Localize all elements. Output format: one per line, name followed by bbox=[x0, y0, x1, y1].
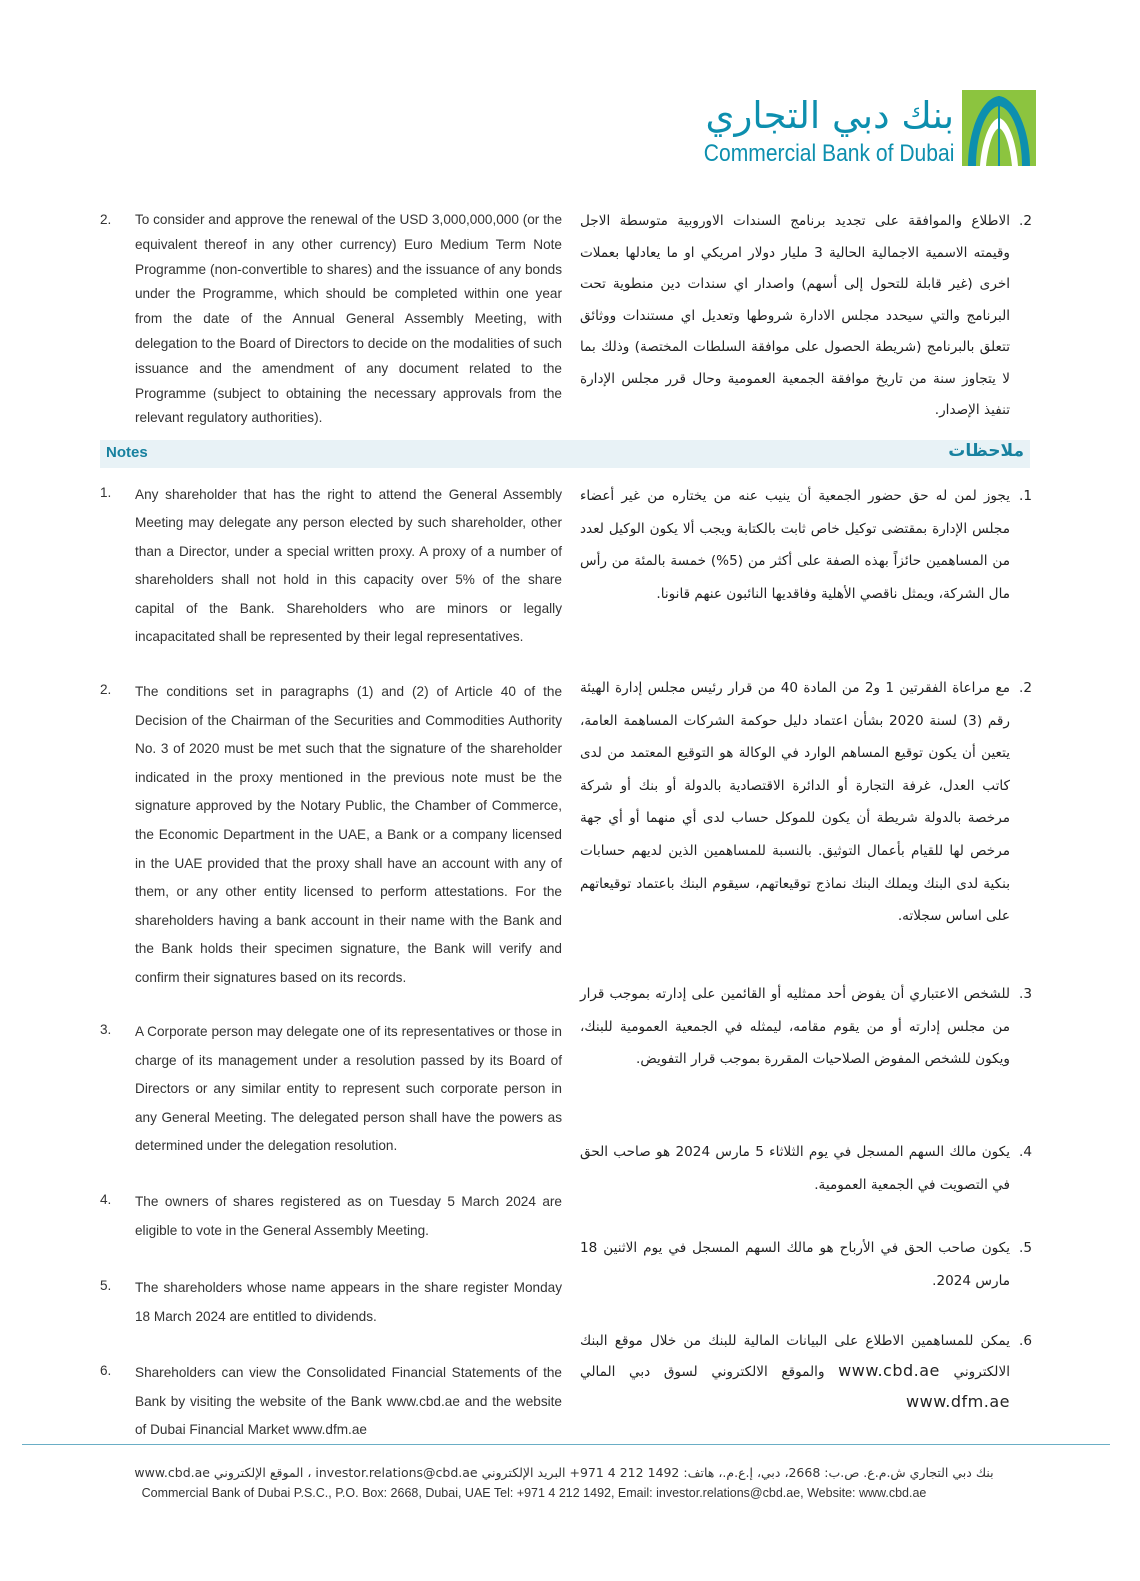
cbd-website-link[interactable]: www.cbd.ae bbox=[838, 1361, 940, 1380]
note-ar-6 bbox=[580, 1326, 1032, 1418]
note-text: The conditions set in paragraphs (1) and (2) of Article 40 of the Decision of the Chairman of the Securities and Commodities Authority No. 3 of 2020 must be met such that the signature of the shareholder indicated in the proxy mentioned in the previous note must be the signature approved by the Notary Public, the Chamber of Commerce, the Economic Department in the UAE, a Bank or a company licensed in the UAE provided that the proxy shall have an account with any of them, or any other entity licensed to perform attestations. For the shareholders having a bank account in their name with the Bank and the Bank holds their specimen signature, the Bank will verify and confirm their signatures based on its records. bbox=[135, 684, 562, 985]
note-text: يكون صاحب الحق في الأرباح هو مالك السهم المسجل في يوم الاثنين 18 مارس 2024. bbox=[580, 1240, 1010, 1289]
note-text: A Corporate person may delegate one of its representatives or those in charge of its management under a resolution passed by its Board of Directors or any similar entity to represent such corporate person in any General Meeting. The delegated person shall have the powers as determined under the delegation resolution. bbox=[135, 1024, 562, 1154]
note-text: يجوز لمن له حق حضور الجمعية أن ينيب عنه من يختاره من غير أعضاء مجلس الإدارة بمقتضى توكيل خاص ثابت بالكتابة ويجب ألا يكون الوكيل لعدد من المساهمين حائزاً بهذه الصفة على أكثر من (5%) خمسة بالمئة من رأس مال الشركة، ويمثل ناقصي الأهلية وفاقديها النائبون عنهم قانونا. bbox=[580, 488, 1010, 602]
note-number: 5. bbox=[100, 1278, 112, 1293]
note-number: .2 bbox=[1019, 680, 1032, 696]
note-number: .6 bbox=[1019, 1333, 1032, 1349]
note-text: Shareholders can view the Consolidated Financial Statements of the Bank by visiting the website of the Bank www.cbd.ae and the website of Dubai Financial Market www.dfm.ae bbox=[135, 1365, 562, 1438]
bank-emblem-icon bbox=[962, 90, 1036, 166]
note-number: 6. bbox=[100, 1363, 112, 1378]
notes-header-bar bbox=[100, 440, 1030, 468]
note-number: 4. bbox=[100, 1192, 112, 1207]
logo-arabic-text: بنك دبي التجاري bbox=[705, 94, 954, 137]
notes-title-en: Notes bbox=[106, 444, 148, 461]
note-text-part-1: يمكن للمساهمين الاطلاع على البيانات المالية للبنك من خلال موقع البنك الالكتروني bbox=[580, 1333, 1010, 1380]
note-number: .3 bbox=[1019, 986, 1032, 1002]
footer-divider bbox=[22, 1444, 1110, 1445]
note-ar-5 bbox=[580, 1232, 1032, 1297]
note-number: 3. bbox=[100, 1022, 112, 1037]
note-ar-3 bbox=[580, 978, 1032, 1076]
item-text: To consider and approve the renewal of the USD 3,000,000,000 (or the equivalent thereof in any other currency) Euro Medium Term Note Programme (non-convertible to shares) and the issuance of any bonds under the Programme, which should be completed within one year from the date of the Annual General Assembly Meeting, with delegation to the Board of Directors to decide on the modalities of such issuance and the amendment of any document related to the Programme (subject to obtaining the necessary approvals from the relevant regulatory authorities). bbox=[135, 212, 562, 426]
bank-logo bbox=[684, 88, 1036, 170]
note-en-1 bbox=[100, 481, 562, 651]
note-number: 2. bbox=[100, 682, 112, 697]
note-number: .1 bbox=[1019, 488, 1032, 504]
note-text: The owners of shares registered as on Tuesday 5 March 2024 are eligible to vote in the General Assembly Meeting. bbox=[135, 1194, 562, 1238]
note-text: The shareholders whose name appears in the share register Monday 18 March 2024 are entitled to dividends. bbox=[135, 1280, 562, 1324]
note-text: للشخص الاعتباري أن يفوض أحد ممثليه أو القائمين على إدارته بموجب قرار من مجلس إدارته أو من يقوم مقامه، ليمثله في الجمعية العمومية للبنك، ويكون للشخص المفوض الصلاحيات المقررة بموجب قرار التفويض. bbox=[580, 986, 1010, 1068]
note-number: 1. bbox=[100, 485, 112, 500]
note-en-6 bbox=[100, 1359, 562, 1445]
note-text: Any shareholder that has the right to attend the General Assembly Meeting may delegate any person elected by such shareholder, other than a Director, under a special written proxy. A proxy of a number of shareholders shall not hold in this capacity over 5% of the share capital of the Bank. Shareholders who are minors or legally incapacitated shall be represented by their legal representatives. bbox=[135, 487, 562, 645]
dfm-website-link[interactable]: www.dfm.ae bbox=[906, 1392, 1010, 1411]
note-text bbox=[580, 1326, 1010, 1418]
note-en-4 bbox=[100, 1188, 562, 1245]
note-number: .4 bbox=[1019, 1144, 1032, 1160]
note-en-2 bbox=[100, 678, 562, 993]
notes-title-ar: ملاحظات bbox=[948, 441, 1024, 461]
item-text: الاطلاع والموافقة على تجديد برنامج السندات الاوروبية متوسطة الاجل وقيمته الاسمية الاجمالية الحالية 3 مليار دولار امريكي او ما يعادلها بعملات اخرى (غير قابلة للتحول إلى أسهم) واصدار اي سندات دين منطوية تحت البرنامج والتي سيحدد مجلس الادارة شروطها وتعديل اي مستندات ووثائق تتعلق بالبرنامج (شريطة الحصول على موافقة السلطات المختصة) وذلك بما لا يتجاوز سنة من تاريخ موافقة الجمعية العمومية وحال قرر مجلس الإدارة تنفيذ الإصدار. bbox=[580, 213, 1010, 418]
note-ar-4 bbox=[580, 1136, 1032, 1201]
note-en-5 bbox=[100, 1274, 562, 1331]
note-number: .5 bbox=[1019, 1240, 1032, 1256]
note-en-3 bbox=[100, 1018, 562, 1161]
item-number: 2. bbox=[100, 212, 112, 227]
note-text: يكون مالك السهم المسجل في يوم الثلاثاء 5 مارس 2024 هو صاحب الحق في التصويت في الجمعية العمومية. bbox=[580, 1144, 1010, 1193]
note-ar-1 bbox=[580, 480, 1032, 610]
footer-english: Commercial Bank of Dubai P.S.C., P.O. Box: 2668, Dubai, UAE Tel: +971 4 212 1492, Email: investor.relations@cbd.ae, Website: www.cbd.ae bbox=[141, 1486, 927, 1500]
note-text-part-2: والموقع الالكتروني لسوق دبي المالي bbox=[580, 1364, 825, 1380]
note-ar-2 bbox=[580, 672, 1032, 933]
note-text: مع مراعاة الفقرتين 1 و2 من المادة 40 من قرار رئيس مجلس إدارة الهيئة رقم (3) لسنة 2020 بشأن اعتماد دليل حوكمة الشركات المساهمة العامة، يتعين أن يكون توقيع المساهم الوارد في الوكالة هو التوقيع المعتمد من لدى كاتب العدل، غرفة التجارة أو الدائرة الاقتصادية بالدولة أو بنك أو شركة مرخصة بالدولة شريطة أن يكون للموكل حساب لدى أي منهما أو أي جهة مرخص لها للقيام بأعمال التوثيق. بالنسبة للمساهمين الذين لديهم حسابات بنكية لدى البنك ويملك البنك نماذج توقيعاتهم، سيقوم البنك باعتماد توقيعاتهم على اساس سجلاته. bbox=[580, 680, 1010, 925]
item-number: .2 bbox=[1019, 213, 1032, 229]
logo-english-text: Commercial Bank of Dubai bbox=[703, 140, 954, 167]
footer-arabic: بنك دبي التجاري ش.م.ع. ص.ب: 2668، دبي، إ.ع.م.، هاتف: 1492 212 4 971+ البريد الإلكتروني investor.relations@cbd.ae ، الموقع الإلكتروني www.cbd.ae bbox=[134, 1465, 994, 1480]
